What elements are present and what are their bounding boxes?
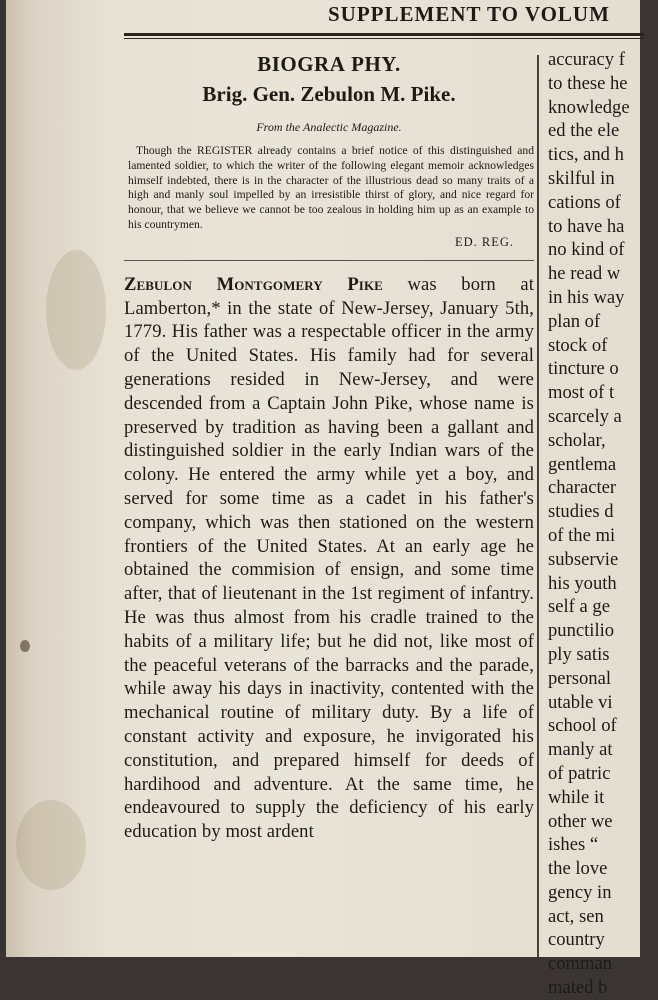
adjacent-column-line: personal: [548, 667, 611, 689]
adjacent-column-line: studies d: [548, 501, 614, 523]
editor-note-text: Though the: [136, 144, 198, 157]
adjacent-column-line: stock of: [548, 334, 608, 356]
adjacent-column-line: plan of: [548, 310, 601, 332]
adjacent-column-line: mated b: [548, 977, 608, 999]
adjacent-column-line: while it: [548, 786, 605, 808]
adjacent-column-line: school of: [548, 715, 617, 737]
adjacent-column-line: to have ha: [548, 215, 625, 237]
adjacent-column-line: skilful in: [548, 167, 615, 189]
body-text: was born at Lamberton,* in the state of New-Jersey, January 5th, 1779. His father was a respectable officer in the army of the United States. His family had for several generations resided in New-Jersey, and were descended from a Captain John Pike, whose name is preserved by tradition as having been a gallant and distinguished soldier in the early Indian wars of the colony. He entered the army while yet a boy, and served for some time as a cadet in his father's company, which was then stationed on the western frontiers of the United States. At an early age he obtained the commision of ensign, and some time after, that of lieutenant in the 1st regiment of infantry. He was thus almost from his cradle trained to the habits of a military life; but he did not, like most of the peaceful veterans of the barracks and the parade, while away his days in inactivity, contented with the mechanical routine of military duty. By a life of constant activity and exposure, he invigorated his constitution, and prepared himself for deeds of hardihood and adventure. At the same time, he endeavoured to supply the deficiency of his early education by most ardent: [124, 273, 534, 843]
source-credit: From the Analectic Magazine.: [256, 120, 402, 134]
header-rule-thin: [124, 38, 644, 39]
adjacent-column-line: accuracy f: [548, 49, 625, 70]
adjacent-column-line: tincture o: [548, 358, 619, 380]
adjacent-column-line: scholar,: [548, 429, 606, 451]
adjacent-column-line: no kind of: [548, 239, 625, 261]
adjacent-column-line: he read w: [548, 263, 621, 285]
adjacent-column-line: his youth: [548, 572, 617, 594]
article-column: [124, 48, 534, 844]
adjacent-column-line: to these he: [548, 72, 628, 94]
adjacent-column-line: self a ge: [548, 596, 610, 618]
adjacent-column-line: character: [548, 477, 617, 499]
column-rule: [537, 55, 539, 957]
adjacent-column-line: tics, and h: [548, 144, 624, 166]
adjacent-column-line: of patric: [548, 762, 611, 784]
paper-stain: [46, 250, 106, 370]
adjacent-column-line: subservie: [548, 548, 619, 570]
adjacent-column-line: most of t: [548, 382, 615, 404]
adjacent-column-line: the love: [548, 858, 608, 880]
section-divider: [124, 260, 534, 261]
adjacent-column-line: in his way: [548, 286, 625, 308]
paper-stain: [20, 640, 30, 652]
newspaper-page: [6, 0, 640, 999]
adjacent-column-line: ply satis: [548, 643, 610, 665]
header-rule-thick: [124, 33, 644, 36]
adjacent-column-line: other we: [548, 810, 613, 832]
register-name: REGISTER: [197, 144, 253, 157]
section-title: BIOGRA PHY.: [257, 52, 401, 76]
adjacent-column-line: ed the ele: [548, 120, 620, 142]
lead-name: Zebulon Montgomery Pike: [124, 273, 383, 295]
adjacent-column: [548, 48, 658, 1000]
adjacent-column-line: knowledge: [548, 96, 630, 118]
paper-stain: [16, 800, 86, 890]
adjacent-column-line: cations of: [548, 191, 621, 213]
editor-note: [128, 144, 534, 233]
adjacent-column-line: punctilio: [548, 620, 615, 642]
adjacent-column-line: comman: [548, 953, 613, 975]
supplement-header: SUPPLEMENT TO VOLUM: [328, 2, 610, 26]
editor-signature: ED. REG.: [454, 234, 514, 249]
article-headline: Brig. Gen. Zebulon M. Pike.: [202, 82, 456, 106]
adjacent-column-line: act, sen: [548, 905, 604, 927]
adjacent-column-line: of the mi: [548, 524, 616, 546]
adjacent-column-line: country: [548, 929, 605, 951]
adjacent-column-line: gency in: [548, 881, 612, 903]
article-body: [124, 273, 534, 844]
adjacent-column-line: ishes “: [548, 834, 599, 856]
adjacent-column-line: scarcely a: [548, 405, 622, 427]
adjacent-column-line: manly at: [548, 739, 613, 761]
editor-note-text: already contains a brief notice of this distinguished and lamented soldier, to which the writer of the following elegant memoir acknowledges himself indebted, there is in the character of the illustrious dead so many traits of a high and manly soul impelled by an irresistible thirst of glory, and nice regard for honour, that we believe we cannot be too zealous in holding him up as an example to his countrymen.: [128, 144, 534, 231]
adjacent-column-line: gentlema: [548, 453, 617, 475]
adjacent-column-line: utable vi: [548, 691, 613, 713]
